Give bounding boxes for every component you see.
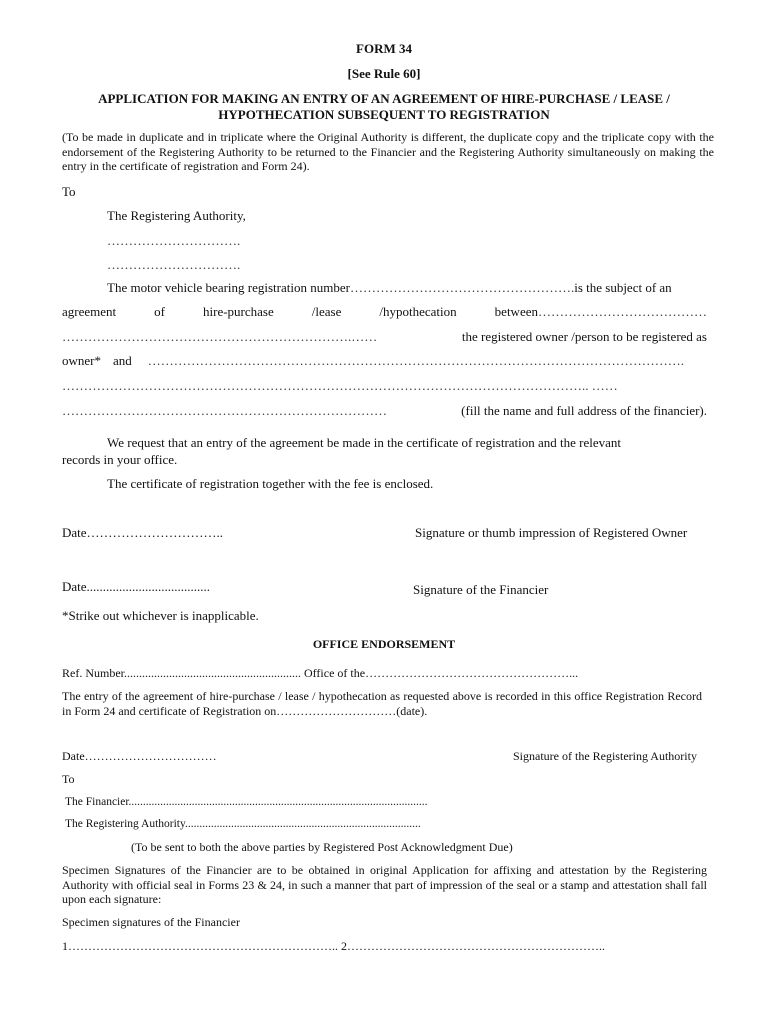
specimen-signature-instructions: Specimen Signatures of the Financier are to be obtained in original Application for affixing and attestation by the Registering Authority with official seal in Forms 23 & 24, in such a manner that part of impression of the seal or a stamp and attestation shall fall upon each signature:: [62, 863, 707, 906]
ref-number-line: Ref. Number........................................................... Office of the……………………………………………...: [62, 666, 579, 680]
authority-address-line-2: ………………………….: [107, 257, 241, 272]
owner-signature-label: Signature or thumb impression of Registered Owner: [415, 525, 688, 540]
form-number: FORM 34: [356, 41, 412, 56]
intro-note: (To be made in duplicate and in triplicate where the Original Authority is different, the duplicate copy and the triplicate copy with the endorsement of the Registering Authority to be returned to the Financier and the Registering Authority simultaneously on making the entry in the certificate of registration and Form 24).: [62, 130, 714, 173]
form-title-line-2: HYPOTHECATION SUBSEQUENT TO REGISTRATION: [218, 107, 550, 122]
specimen-signature-blanks: 1………………………………………………………….. 2………………………………………………………..: [62, 939, 605, 953]
enclosure-statement: The certificate of registration together with the fee is enclosed.: [107, 476, 434, 491]
agreement-type-line: agreement of hire-purchase /lease /hypothecation between…………………………………: [62, 304, 707, 319]
owner-date-field: Date…………………………..: [62, 525, 224, 540]
financier-recipient-line: The Financier........................................................................................................: [65, 796, 428, 808]
registering-authority-label: The Registering Authority,: [107, 208, 246, 223]
registering-authority-recipient-line: The Registering Authority..................................................................................: [65, 818, 421, 830]
rule-reference: [See Rule 60]: [347, 66, 421, 81]
to-label: To: [62, 184, 76, 199]
specimen-signatures-label: Specimen signatures of the Financier: [62, 915, 240, 929]
request-line-1: We request that an entry of the agreement be made in the certificate of registration and the relevant: [107, 435, 622, 450]
request-line-2: records in your office.: [62, 452, 178, 467]
financier-blank: …………………………………: [537, 304, 707, 319]
owner-and-line: owner* and …………………………………………………………………………………………………………….: [62, 353, 707, 369]
form-title-line-1: APPLICATION FOR MAKING AN ENTRY OF AN AGREEMENT OF HIRE-PURCHASE / LEASE /: [98, 91, 670, 106]
registration-number-line: The motor vehicle bearing registration number ……………………………………………. is the subject of an: [107, 280, 672, 295]
financier-address-blank: ………………………………………………………………………………………………………….. ……: [62, 378, 618, 393]
owner-blank: ………………………………………………………….……: [62, 329, 378, 344]
financier-date-field: Date......................................: [62, 579, 211, 594]
financier-signature-label: Signature of the Financier: [413, 582, 549, 597]
registered-post-note: (To be sent to both the above parties by Registered Post Acknowledgment Due): [131, 840, 513, 854]
endorsement-entry-text: The entry of the agreement of hire-purchase / lease / hypothecation as requested above is recorded in this office Registration Record in Form 24 and certificate of Registration on…………………………(date).: [62, 689, 702, 718]
office-endorsement-heading: OFFICE ENDORSEMENT: [312, 637, 456, 651]
registration-number-blank: …………………………………………….: [349, 280, 575, 295]
financier-address-blank-2: …………………………………………………………………: [62, 403, 387, 418]
registered-owner-line: ………………………………………………………….…… the registered owner /person to be registered as: [62, 329, 707, 344]
authority-address-line-1: ………………………….: [107, 233, 241, 248]
financier-name-blank: …………………………………………………………………………………………………………….: [147, 353, 685, 368]
financier-fill-instruction-line: ………………………………………………………………… (fill the name and full address of the financier).: [62, 403, 707, 418]
strike-out-note: *Strike out whichever is inapplicable.: [62, 608, 259, 623]
endorsement-date-field: Date……………………………: [62, 749, 217, 763]
registering-authority-signature-label: Signature of the Registering Authority: [513, 749, 697, 763]
endorsement-to-label: To: [62, 772, 75, 786]
